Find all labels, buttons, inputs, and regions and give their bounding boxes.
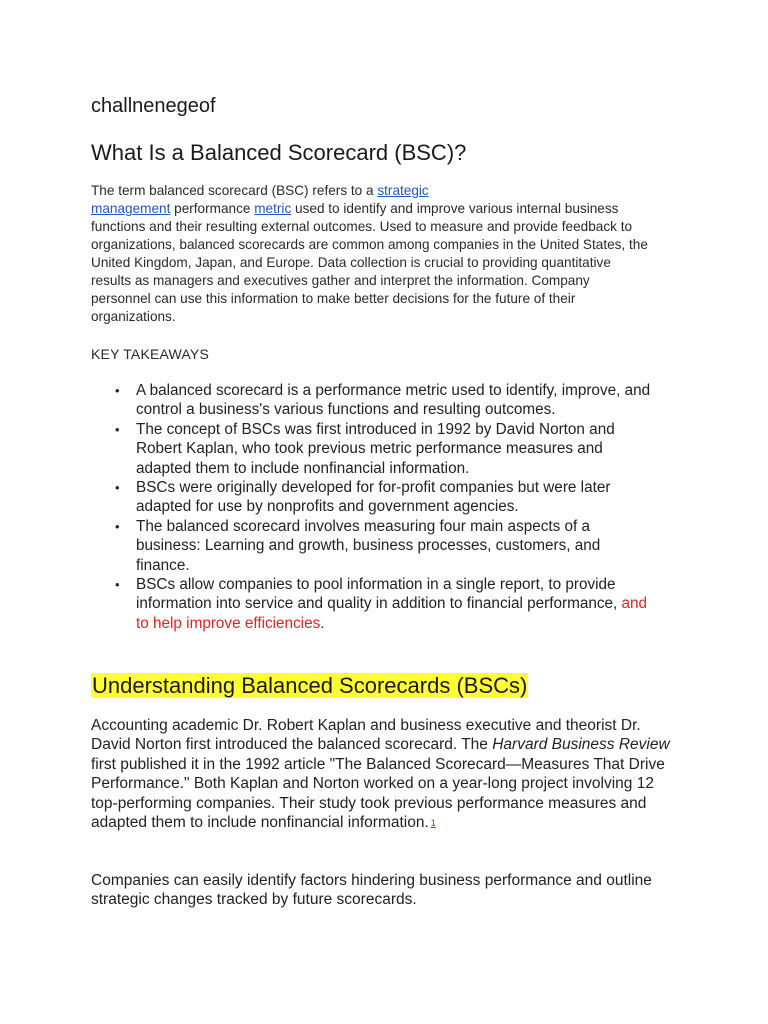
bullet-icon: •: [115, 577, 120, 593]
list-item: [115, 381, 651, 420]
metric-link[interactable]: metric: [254, 201, 292, 216]
key-takeaways-list: [91, 381, 651, 633]
highlighted-heading-text: Understanding Balanced Scorecards (BSCs): [92, 673, 528, 698]
intro-text-3: used to identify and improve various internal business functions and their resulting external outcomes. Used to measure and provide feedback to organizations, balanced scorecards are common among companies in the United States, the United Kingdom, Japan, and Europe. Data collection is crucial to providing quantitative results as managers and executives gather and interpret the information. Company personnel can use this information to make better decisions for the future of their organizations.: [91, 201, 648, 324]
list-item-text: BSCs allow companies to pool information in a single report, to provide information into service and quality in addition to financial performance,: [136, 576, 622, 613]
understanding-paragraph: [91, 716, 681, 832]
link-text-strategic: strategic: [377, 183, 429, 198]
intro-text-2: performance: [170, 201, 255, 216]
bullet-icon: •: [115, 421, 120, 437]
highlighted-red-text: and to help improve efficiencies: [136, 595, 648, 632]
bullet-icon: •: [115, 480, 120, 496]
list-item-text: A balanced scorecard is a performance metric used to identify, improve, and control a business's various functions and resulting outcomes.: [136, 382, 651, 419]
section-heading: [91, 671, 528, 701]
intro-text-1: The term balanced scorecard (BSC) refers to a: [91, 183, 378, 198]
publication-title: Harvard Business Review: [492, 736, 670, 754]
list-item-end: .: [320, 614, 325, 632]
para2-text-1: Accounting academic Dr. Robert Kaplan and business executive and theorist Dr. David Norton first introduced the balanced scorecard. The: [91, 717, 641, 754]
list-item: [115, 517, 651, 575]
para2-text-2: first published it in the 1992 article "The Balanced Scorecard—Measures That Drive Performance." Both Kaplan and Norton worked on a year-long project involving 12 top-performing companies. Their study took previous performance measures and adapted them to include nonfinancial information.: [91, 755, 665, 832]
list-item: [115, 420, 651, 478]
list-item: [115, 478, 651, 517]
page-title: What Is a Balanced Scorecard (BSC)?: [91, 140, 467, 165]
bullet-icon: •: [115, 383, 120, 398]
list-item-text: BSCs were originally developed for for-profit companies but were later adapted for use by nonprofits and government agencies.: [136, 479, 611, 516]
bullet-icon: •: [115, 518, 120, 534]
list-item-text: The concept of BSCs was first introduced in 1992 by David Norton and Robert Kaplan, who took previous metric performance measures and adapted them to include nonfinancial information.: [136, 420, 615, 477]
intro-paragraph: [91, 182, 651, 326]
list-item: [115, 575, 651, 633]
key-takeaways-heading: KEY TAKEAWAYS: [91, 346, 210, 362]
companies-paragraph: Companies can easily identify factors hindering business performance and outline strategic changes tracked by future scorecards.: [91, 872, 652, 909]
footnote-link[interactable]: 1: [430, 818, 436, 829]
top-word: challnenegeof: [91, 95, 216, 117]
list-item-text: The balanced scorecard involves measuring four main aspects of a business: Learning and growth, business processes, customers, and finance.: [136, 517, 601, 574]
link-text-management: management: [91, 201, 171, 216]
